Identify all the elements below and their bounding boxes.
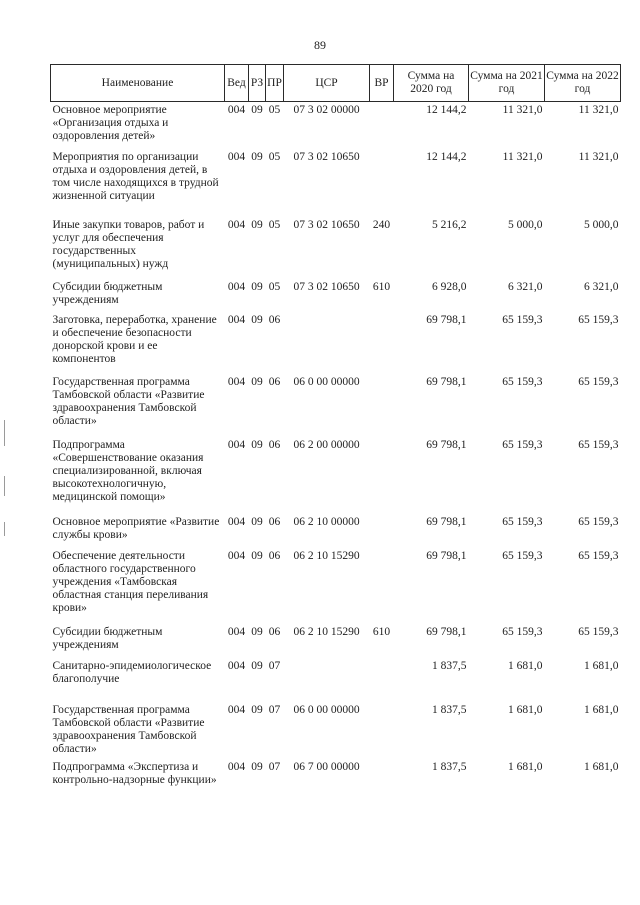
row-vr	[370, 548, 394, 624]
row-pr: 05	[268, 150, 281, 163]
page-number: 89	[314, 38, 326, 52]
row-name: Основное мероприятие «Организация отдыха и оздоровления детей»	[52, 104, 169, 142]
header-name: Наименование	[51, 65, 225, 102]
row-sum-2021: 6 321,0	[508, 280, 543, 293]
row-rz: 09	[251, 313, 263, 326]
row-name: Мероприятия по организации отдыха и оздоровления детей, в том числе находящихся в трудной жизненной ситуации	[52, 150, 219, 202]
header-sum-2021: Сумма на 2021 год	[469, 65, 545, 102]
row-sum-2022: 1 681,0	[584, 659, 619, 672]
header-ved: Вед	[225, 65, 249, 102]
row-ved: 004	[227, 280, 246, 293]
row-csr: 07 3 02 10650	[293, 150, 360, 163]
row-pr: 06	[268, 438, 281, 451]
row-sum-2022: 65 159,3	[578, 625, 619, 638]
row-vr: 610	[372, 280, 391, 293]
row-rz: 09	[251, 659, 263, 672]
table-header-row	[51, 65, 621, 102]
row-sum-2022: 65 159,3	[578, 515, 619, 528]
row-sum-2020: 12 144,2	[426, 150, 467, 163]
row-ved: 004	[227, 515, 246, 528]
row-sum-2020: 12 144,2	[426, 104, 467, 116]
scan-margin-marks	[3, 420, 7, 540]
row-name: Подпрограмма «Экспертиза и контрольно-надзорные функции»	[52, 760, 217, 786]
row-sum-2021: 65 159,3	[502, 515, 543, 528]
row-sum-2022: 1 681,0	[584, 760, 619, 773]
row-sum-2022: 1 681,0	[584, 703, 619, 716]
row-pr: 06	[268, 375, 281, 388]
row-name: Основное мероприятие «Развитие службы крови»	[52, 515, 220, 541]
row-vr	[370, 312, 394, 374]
row-csr: 07 3 02 00000	[293, 104, 360, 116]
row-ved: 004	[227, 375, 246, 388]
row-sum-2020: 5 216,2	[432, 218, 467, 231]
row-name: Санитарно-эпидемиологическое благополучие	[52, 659, 212, 685]
row-name: Государственная программа Тамбовской области «Развитие здравоохранения Тамбовской области»	[52, 703, 205, 755]
row-vr	[370, 374, 394, 437]
row-sum-2022: 65 159,3	[578, 549, 619, 562]
row-pr: 05	[268, 218, 281, 231]
table-row	[51, 759, 621, 819]
row-name: Подпрограмма «Совершенствование оказания специализированной, включая высокотехнологичную, медицинской помощи»	[52, 438, 204, 503]
row-ved: 004	[227, 150, 246, 163]
row-vr	[370, 759, 394, 819]
row-sum-2020: 69 798,1	[426, 625, 467, 638]
row-sum-2020: 69 798,1	[426, 515, 467, 528]
row-sum-2021: 65 159,3	[502, 549, 543, 562]
row-rz: 09	[251, 549, 263, 562]
budget-table	[50, 64, 621, 819]
header-rz: РЗ	[249, 65, 266, 102]
row-sum-2021: 65 159,3	[502, 438, 543, 451]
row-csr: 06 2 10 15290	[293, 549, 360, 562]
row-sum-2020: 6 928,0	[432, 280, 467, 293]
table-row	[51, 658, 621, 702]
row-sum-2021: 65 159,3	[502, 375, 543, 388]
row-csr: 06 2 00 00000	[293, 438, 360, 451]
row-rz: 09	[251, 218, 263, 231]
row-ved: 004	[227, 104, 246, 116]
row-sum-2021: 1 681,0	[508, 703, 543, 716]
row-name: Государственная программа Тамбовской области «Развитие здравоохранения Тамбовской области»	[52, 375, 205, 427]
row-ved: 004	[227, 313, 246, 326]
row-vr	[370, 437, 394, 514]
header-sum-2022: Сумма на 2022 год	[545, 65, 621, 102]
table-row	[51, 149, 621, 217]
row-vr	[370, 514, 394, 548]
row-pr: 07	[268, 659, 281, 672]
row-vr	[370, 102, 394, 149]
row-csr: 06 0 00 00000	[293, 375, 360, 388]
row-csr: 07 3 02 10650	[293, 218, 360, 231]
row-sum-2021: 11 321,0	[502, 150, 543, 163]
table-row	[51, 514, 621, 548]
row-ved: 004	[227, 625, 246, 638]
row-sum-2020: 69 798,1	[426, 313, 467, 326]
row-rz: 09	[251, 760, 263, 773]
row-sum-2021: 11 321,0	[502, 104, 543, 116]
row-sum-2022: 6 321,0	[584, 280, 619, 293]
row-sum-2022: 11 321,0	[578, 150, 619, 163]
row-pr: 05	[268, 280, 281, 293]
row-csr: 06 0 00 00000	[293, 703, 360, 716]
row-name: Субсидии бюджетным учреждениям	[52, 280, 163, 306]
row-csr	[284, 312, 370, 374]
row-sum-2022: 65 159,3	[578, 375, 619, 388]
row-name: Обеспечение деятельности областного государственного учреждения «Тамбовская областная станция переливания крови»	[52, 549, 209, 614]
row-rz: 09	[251, 703, 263, 716]
table-row	[51, 102, 621, 149]
header-csr: ЦСР	[284, 65, 370, 102]
row-sum-2022: 65 159,3	[578, 438, 619, 451]
row-sum-2021: 1 681,0	[508, 659, 543, 672]
row-csr: 06 2 10 15290	[293, 625, 360, 638]
row-csr: 07 3 02 10650	[293, 280, 360, 293]
row-rz: 09	[251, 515, 263, 528]
row-sum-2022: 65 159,3	[578, 313, 619, 326]
row-sum-2022: 11 321,0	[578, 104, 619, 116]
table-row	[51, 624, 621, 658]
row-sum-2020: 69 798,1	[426, 438, 467, 451]
row-sum-2020: 69 798,1	[426, 375, 467, 388]
header-pr: ПР	[266, 65, 284, 102]
row-csr	[284, 658, 370, 702]
row-csr: 06 2 10 00000	[293, 515, 360, 528]
row-pr: 06	[268, 313, 281, 326]
row-rz: 09	[251, 625, 263, 638]
header-sum-2020: Сумма на 2020 год	[394, 65, 469, 102]
row-sum-2020: 1 837,5	[432, 659, 467, 672]
table-row	[51, 374, 621, 437]
table-row	[51, 437, 621, 514]
row-sum-2020: 1 837,5	[432, 703, 467, 716]
row-sum-2021: 65 159,3	[502, 625, 543, 638]
row-sum-2021: 65 159,3	[502, 313, 543, 326]
row-vr	[370, 658, 394, 702]
table-row	[51, 548, 621, 624]
row-vr	[370, 149, 394, 217]
row-sum-2021: 5 000,0	[508, 218, 543, 231]
row-sum-2020: 1 837,5	[432, 760, 467, 773]
table-row	[51, 312, 621, 374]
row-vr: 240	[372, 218, 391, 231]
row-ved: 004	[227, 549, 246, 562]
row-pr: 06	[268, 515, 281, 528]
row-name: Заготовка, переработка, хранение и обеспечение безопасности донорской крови и ее компонентов	[52, 313, 217, 365]
row-pr: 07	[268, 760, 281, 773]
row-ved: 004	[227, 218, 246, 231]
row-vr: 610	[372, 625, 391, 638]
row-sum-2022: 5 000,0	[584, 218, 619, 231]
row-ved: 004	[227, 438, 246, 451]
row-pr: 06	[268, 549, 281, 562]
table-row	[51, 702, 621, 759]
header-vr: ВР	[370, 65, 394, 102]
row-rz: 09	[251, 375, 263, 388]
row-sum-2020: 69 798,1	[426, 549, 467, 562]
row-rz: 09	[251, 150, 263, 163]
row-sum-2021: 1 681,0	[508, 760, 543, 773]
row-ved: 004	[227, 659, 246, 672]
table-row	[51, 279, 621, 312]
row-pr: 07	[268, 703, 281, 716]
row-csr: 06 7 00 00000	[293, 760, 360, 773]
row-vr	[370, 702, 394, 759]
row-rz: 09	[251, 438, 263, 451]
table-row	[51, 217, 621, 279]
row-pr: 06	[268, 625, 281, 638]
row-name: Иные закупки товаров, работ и услуг для обеспечения государственных (муниципальных) нужд	[52, 218, 205, 270]
row-rz: 09	[251, 104, 263, 116]
row-name: Субсидии бюджетным учреждениям	[52, 625, 163, 651]
row-rz: 09	[251, 280, 263, 293]
row-ved: 004	[227, 760, 246, 773]
row-pr: 05	[268, 104, 281, 116]
row-ved: 004	[227, 703, 246, 716]
